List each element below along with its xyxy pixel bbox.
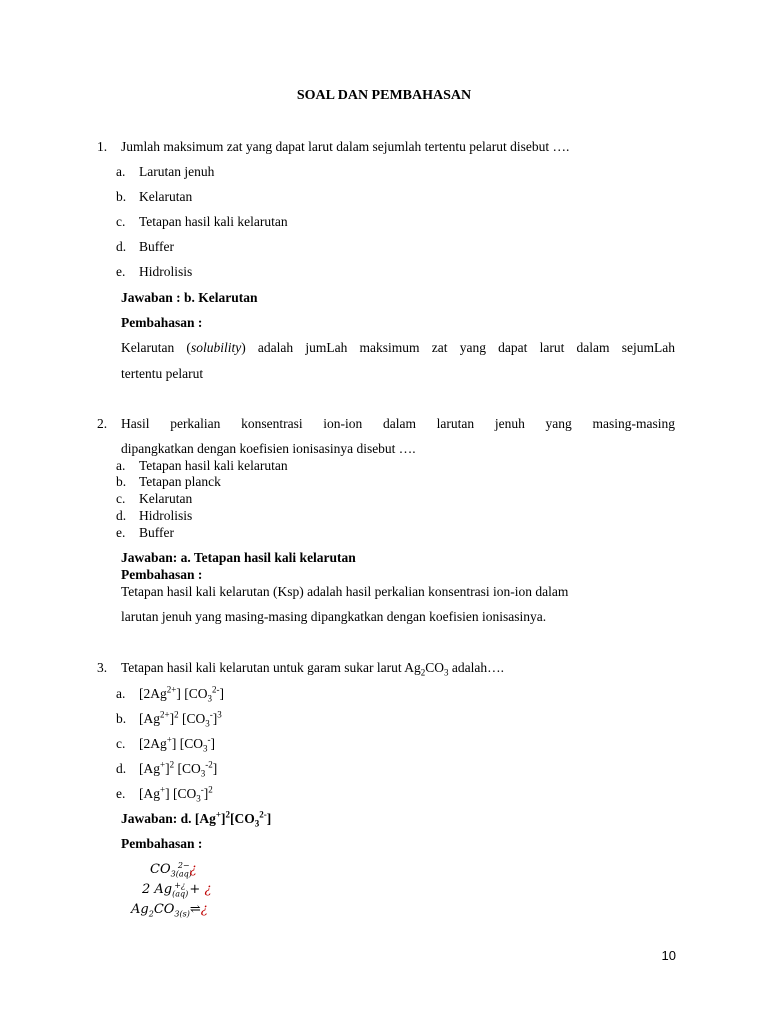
- equation-red-mark-3: ¿: [200, 902, 208, 917]
- equation-line-3: $Ag_2CO_{3(s)}\rightleftharpoons¿$: [131, 902, 208, 919]
- equation-line-1: $CO_{3(aq)}^{2-}¿$: [150, 860, 197, 879]
- question-1-text: Jumlah maksimum zat yang dapat larut dalam sejumlah tertentu pelarut disebut ….: [121, 139, 570, 154]
- q3-answer: Jawaban: d. $[Ag^+]^2[CO_3^{2-}]$: [121, 809, 272, 829]
- q1-option-d-text: Buffer: [139, 239, 174, 254]
- q3-option-a-letter: a.: [116, 686, 126, 701]
- q2-option-a-letter: a.: [116, 458, 126, 473]
- q1-discussion-line-2: tertentu pelarut: [121, 366, 204, 381]
- q1-discussion-line-1: Kelarutan (solubility) adalah jumLah maksimum zat yang dapat larut dalam sejumLah: [121, 340, 675, 355]
- q2-discussion-label: Pembahasan :: [121, 567, 203, 582]
- q3-discussion-label: Pembahasan :: [121, 836, 203, 851]
- q2-option-b-letter: b.: [116, 474, 127, 489]
- q2-option-a-text: Tetapan hasil kali kelarutan: [139, 458, 288, 473]
- q3-option-e-formula: [Ag+] $[CO_3^-]^2$: [139, 784, 213, 804]
- q2-answer: Jawaban: a. Tetapan hasil kali kelarutan: [121, 550, 356, 565]
- q2-option-c-text: Kelarutan: [139, 491, 193, 506]
- q1-option-c-letter: c.: [116, 214, 126, 229]
- q1-discussion-italic: solubility: [190, 340, 242, 355]
- q1-option-b-text: Kelarutan: [139, 189, 193, 204]
- q3-option-b-formula: $[Ag^{2+}]^2$ $[CO_3^-]^3$: [139, 709, 222, 729]
- q1-discussion-label: Pembahasan :: [121, 315, 203, 330]
- question-2-number: 2.: [97, 416, 108, 431]
- question-2-text-line-1: Hasil perkalian konsentrasi ion-ion dalam larutan jenuh yang masing-masing: [121, 416, 675, 431]
- q2-option-d-text: Hidrolisis: [139, 508, 193, 523]
- q1-option-e-text: Hidrolisis: [139, 264, 193, 279]
- question-3-number: 3.: [97, 660, 108, 675]
- q1-answer: Jawaban : b. Kelarutan: [121, 290, 258, 305]
- q1-option-c-text: Tetapan hasil kali kelarutan: [139, 214, 288, 229]
- q3-option-b-letter: b.: [116, 711, 127, 726]
- q2-option-e-letter: e.: [116, 525, 126, 540]
- q1-option-a-text: Larutan jenuh: [139, 164, 215, 179]
- q3-option-c-formula: [2Ag+] $[CO_3^-]$: [139, 734, 215, 754]
- q3-option-d-formula: $[Ag^+]^2$ $[CO_3^{-2}]$: [139, 759, 218, 779]
- q1-option-e-letter: e.: [116, 264, 126, 279]
- q3-option-c-letter: c.: [116, 736, 126, 751]
- equation-red-mark-1: ¿: [189, 862, 197, 877]
- q2-option-c-letter: c.: [116, 491, 126, 506]
- q1-option-d-letter: d.: [116, 239, 127, 254]
- page-number: 10: [661, 948, 676, 963]
- q3-option-e-letter: e.: [116, 786, 126, 801]
- q2-discussion-line-2: larutan jenuh yang masing-masing dipangkatkan dengan koefisien ionisasinya.: [121, 609, 547, 624]
- page-title: SOAL DAN PEMBAHASAN: [296, 88, 472, 103]
- question-1-number: 1.: [97, 139, 108, 154]
- q3-option-d-letter: d.: [116, 761, 127, 776]
- q2-option-b-text: Tetapan planck: [139, 474, 221, 489]
- question-3-text: Tetapan hasil kali kelarutan untuk garam sukar larut $Ag_2CO_3$ adalah….: [121, 660, 504, 678]
- q1-option-b-letter: b.: [116, 189, 127, 204]
- q2-option-d-letter: d.: [116, 508, 127, 523]
- question-2-text-line-2: dipangkatkan dengan koefisien ionisasinya disebut ….: [121, 441, 416, 456]
- equation-red-mark-2: ¿: [204, 882, 212, 897]
- q1-option-a-letter: a.: [116, 164, 126, 179]
- q2-discussion-line-1: Tetapan hasil kali kelarutan (Ksp) adalah hasil perkalian konsentrasi ion-ion dalam: [121, 584, 569, 599]
- q3-option-a-formula: $[2Ag^{2+}]$ $[CO_3^{2-}]$: [139, 684, 224, 704]
- q2-option-e-text: Buffer: [139, 525, 174, 540]
- equation-line-2: 2 $Ag_{(aq)}^{+¿}$ + ¿: [142, 880, 212, 899]
